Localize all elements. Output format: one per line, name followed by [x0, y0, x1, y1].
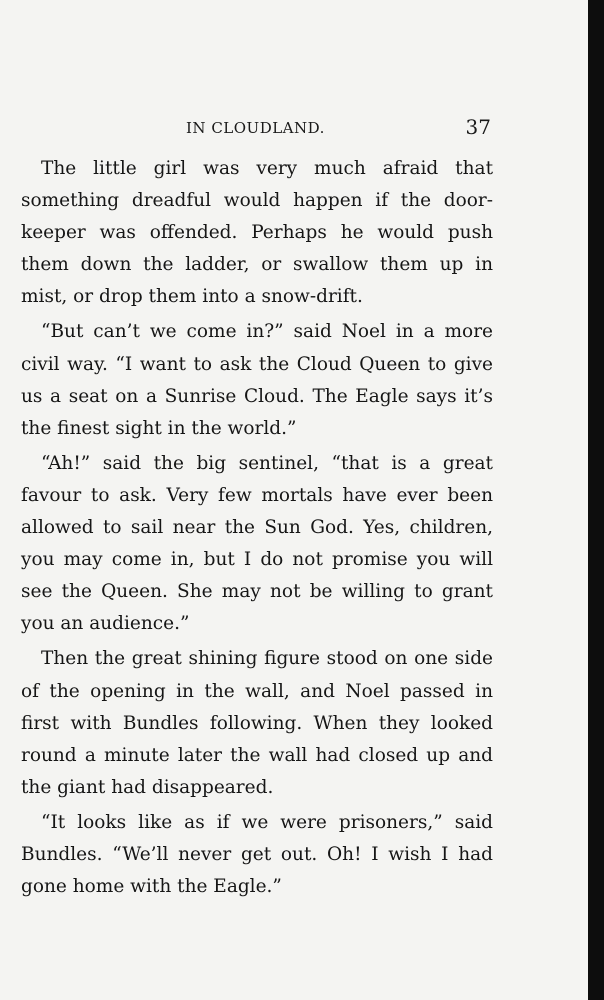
paragraph: “Ah!” said the big sentinel, “that is a great favour to ask. Very few mortals have ever been allowed to sail near the Sun God. Yes, children, you may come in, but I do not promise you will see the Queen. She may not be willing to grant you an audience.” [21, 452, 493, 635]
page-number: 37 [465, 115, 491, 139]
paragraph: “But can’t we come in?” said Noel in a more civil way. “I want to ask the Cloud Queen to give us a seat on a Sunrise Cloud. The Eagle says it’s the finest sight in the world.” [21, 321, 493, 439]
paragraph: Then the great shining figure stood on one side of the opening in the wall, and Noel passed in first with Bundles following. When they looked round a minute later the wall had closed up and the giant had disappeared. [21, 648, 493, 798]
paragraph: “It looks like as if we were prisoners,” said Bundles. “We’ll never get out. Oh! I wish I had gone home with the Eagle.” [21, 811, 493, 898]
page-edge-shadow [588, 0, 604, 1000]
paragraph: The little girl was very much afraid that something dreadful would happen if the door-keeper was offended. Perhaps he would push them down the ladder, or swallow them up in mist, or drop them into a snow-drift. [21, 158, 493, 308]
running-title: IN CLOUDLAND. [186, 119, 325, 137]
page-header [21, 115, 491, 143]
page-body [21, 153, 493, 906]
